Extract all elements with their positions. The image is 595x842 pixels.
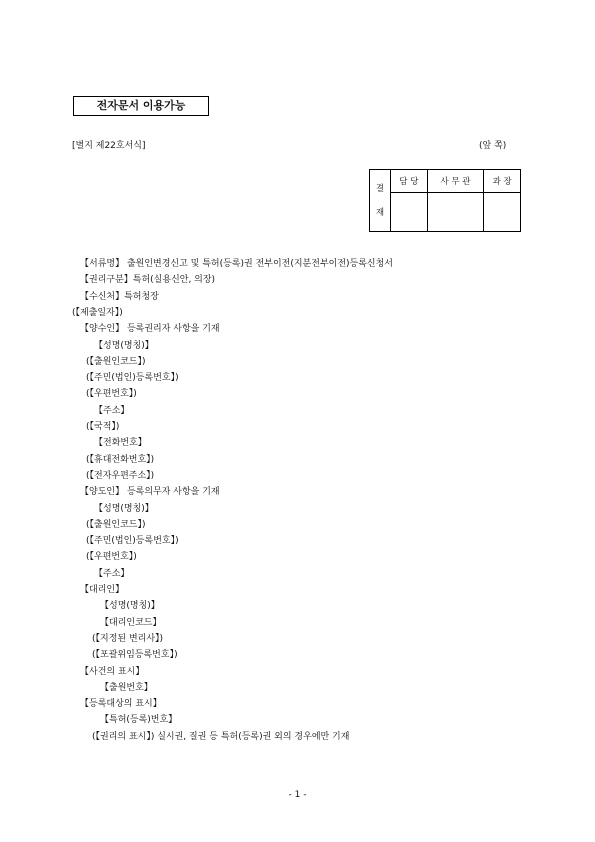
field-assignor-registration-number: (【주민(법인)등록번호】) xyxy=(86,536,179,547)
field-agent-name: 【성명(명칭)】 xyxy=(100,601,160,612)
field-assignee-registration-number: (【주민(법인)등록번호】) xyxy=(86,373,179,384)
field-agent-code: 【대리인코드】 xyxy=(100,617,162,628)
field-general-power-number: (【포괄위임등록번호】) xyxy=(92,650,178,661)
page-side-label: (앞 쪽) xyxy=(479,141,507,151)
field-submission-date: (【제출일자】) xyxy=(72,307,123,318)
approval-label-bottom: 재 xyxy=(375,207,385,218)
page-number: - 1 - xyxy=(288,790,307,800)
approval-sign-officer[interactable] xyxy=(427,193,484,232)
approval-col-director: 과 장 xyxy=(484,170,521,193)
field-assignor: 【양도인】 등록의무자 사항을 기재 xyxy=(80,487,220,498)
field-assignee-nationality: (【국적】) xyxy=(86,422,120,432)
field-agent: 【대리인】 xyxy=(80,585,125,595)
approval-sign-staff[interactable] xyxy=(391,193,428,232)
field-right-type: 【권리구분】특허(실용신안, 의장) xyxy=(80,275,216,286)
document-title: 전자문서 이용가능 xyxy=(73,96,209,116)
approval-label-top: 결 xyxy=(375,183,385,194)
field-patent-number: 【특허(등록)번호】 xyxy=(100,715,178,726)
field-registration-target: 【등록대상의 표시】 xyxy=(80,699,162,710)
field-assignee-mobile: (【휴대전화번호】) xyxy=(86,454,155,465)
approval-col-staff: 담 당 xyxy=(391,170,428,193)
approval-label-cell xyxy=(370,170,391,232)
field-recipient: 【수신처】특허청장 xyxy=(80,291,159,302)
field-case-indication: 【사건의 표시】 xyxy=(80,666,145,677)
field-assignor-applicant-code: (【출원인코드】) xyxy=(86,519,146,530)
field-assignor-address: 【주소】 xyxy=(94,568,130,579)
field-assignee: 【양수인】 등록권리자 사항을 기재 xyxy=(80,324,220,335)
field-assignee-name: 【성명(명칭)】 xyxy=(94,340,154,351)
approval-sign-director[interactable] xyxy=(484,193,521,232)
field-designated-attorney: (【지정된 변리사】) xyxy=(92,633,164,644)
approval-col-officer: 사 무 관 xyxy=(427,170,484,193)
field-assignee-phone: 【전화번호】 xyxy=(94,438,147,449)
field-document-name: 【서류명】 출원인변경신고 및 특허(등록)권 전부이전(지분전부이전)등록신청서 xyxy=(80,259,394,269)
form-number: [별지 제22호서식] xyxy=(72,141,146,151)
field-application-number: 【출원번호】 xyxy=(100,682,153,693)
field-assignee-applicant-code: (【출원인코드】) xyxy=(86,356,146,367)
field-assignee-address: 【주소】 xyxy=(94,405,130,416)
approval-table xyxy=(369,169,521,232)
field-assignor-postal-code: (【우편번호】) xyxy=(86,552,137,563)
field-right-indication: (【권리의 표시】) 실시권, 질권 등 특허(등록)권 외의 경우에만 기재 xyxy=(92,731,350,742)
field-assignor-name: 【성명(명칭)】 xyxy=(94,503,154,514)
field-assignee-postal-code: (【우편번호】) xyxy=(86,389,137,400)
field-assignee-email: (【전자우편주소】) xyxy=(86,470,155,481)
